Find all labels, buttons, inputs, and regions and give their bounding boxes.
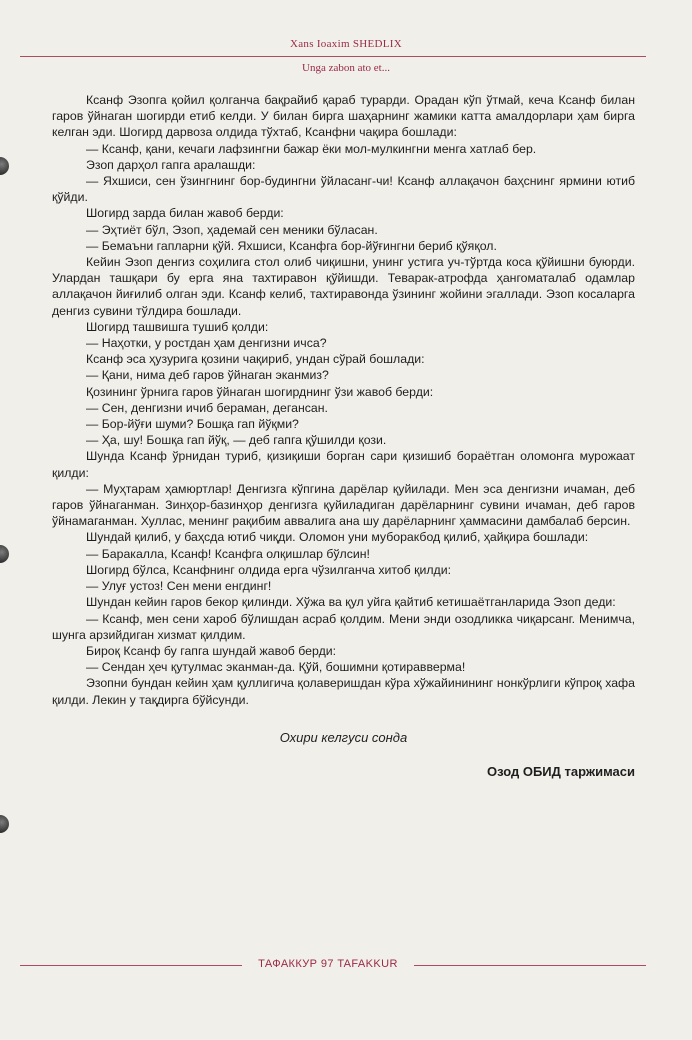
- paragraph: Қозининг ўрнига гаров ўйнаган шогирднинг ўзи жавоб берди:: [86, 384, 434, 399]
- header-subtitle: Unga zabon ato et...: [302, 62, 390, 74]
- translator-credit: Озод ОБИД таржимаси: [486, 763, 635, 779]
- paragraph: Кейин Эзоп денгиз соҳилига стол олиб чиқишни, унинг устига уч-тўртда коса қўйишни буюрди. Улардан ташқари бу ерга яна тахтиравон қўйишди. Теварак-атрофда ҳангоматалаб одамлар аллақачон йиғилиб олган эди. Ксанф келиб, тахтиравонда ўзининг жойини эгаллади. Эзоп косаларга денгиз сувини тўлдира бошлади.: [52, 255, 635, 318]
- paragraph: — Бемаъни гапларни қўй. Яхшиси, Ксанфга бор-йўғингни бериб қўяқол.: [86, 238, 497, 253]
- article-body: [52, 92, 635, 780]
- paragraph: Эзопни бундан кейин ҳам қуллигича қолаверишдан кўра хўжайинининг нонкўрлиги кўпроқ хафа қилди. Лекин у тақдирга бўйсунди.: [52, 676, 635, 707]
- paragraph: — Сендан ҳеч қутулмас эканман-да. Қўй, бошимни қотиравверма!: [86, 660, 466, 675]
- paragraph: Шундан кейин гаров бекор қилинди. Хўжа ва қул уйга қайтиб кетишаётганларида Эзоп деди:: [86, 595, 616, 610]
- paragraph: — Баракалла, Ксанф! Ксанфга олқишлар бўлсин!: [86, 546, 370, 561]
- paragraph: — Яхшиси, сен ўзингнинг бор-будингни ўйласанг-чи! Ксанф аллақачон баҳснинг ярмини ютиб қўйди.: [52, 174, 635, 205]
- paragraph: Шогирд зарда билан жавоб берди:: [86, 206, 284, 221]
- paragraph: — Улуғ устоз! Сен мени енгдинг!: [86, 579, 272, 594]
- paragraph: — Эҳтиёт бўл, Эзоп, ҳадемай сен меники бўласан.: [86, 222, 378, 237]
- header-divider: [20, 56, 646, 57]
- header-author: Xans Ioaxim SHEDLIX: [289, 38, 402, 50]
- paragraph: Шогирд ташвишга тушиб қолди:: [86, 319, 269, 334]
- footer-divider-right: [414, 965, 646, 966]
- paragraph: — Наҳотки, у ростдан ҳам денгизни ичса?: [86, 336, 327, 351]
- paragraph: — Бор-йўғи шуми? Бошқа гап йўқми?: [86, 417, 299, 432]
- to-be-continued-note: Охири келгуси сонда: [279, 729, 408, 745]
- paragraph: Шогирд бўлса, Ксанфнинг олдида ерга чўзилганча хитоб қилди:: [86, 562, 452, 577]
- paragraph: Шундай қилиб, у баҳсда ютиб чиқди. Оломон уни муборакбод қилиб, ҳайқира бошлади:: [86, 530, 589, 545]
- binder-hole-icon: [0, 157, 9, 175]
- paragraph: — Қани, нима деб гаров ўйнаган эканмиз?: [86, 368, 329, 383]
- paragraph: — Сен, денгизни ичиб бераман, дегансан.: [86, 400, 328, 415]
- paragraph: Эзоп дарҳол гапга аралашди:: [86, 157, 256, 172]
- paragraph: — Ксанф, мен сени хароб бўлишдан асраб қолдим. Мени энди озодликка чиқарсанг. Менимча, шунга арзийдиган хизмат қилдим.: [52, 611, 635, 642]
- paragraph: — Ксанф, қани, кечаги лафзингни бажар ёки мол-мулкингни менга хатлаб бер.: [86, 141, 537, 156]
- paragraph: — Ҳа, шу! Бошқа гап йўқ, — деб гапга қўшилди қози.: [86, 433, 387, 448]
- binder-hole-icon: [0, 545, 9, 563]
- paragraph: Ксанф Эзопга қойил қолганча бақрайиб қараб турарди. Орадан кўп ўтмай, кеча Ксанф билан гаров ўйнаган шогирди етиб келди. У билан бирга шаҳарнинг жамики катта амалдорлари ҳам бирга келган эди. Шогирд дарвоза олдида тўхтаб, Ксанфни чақира бошлади:: [52, 93, 635, 140]
- page-footer: [0, 956, 692, 976]
- paragraph: Шунда Ксанф ўрнидан туриб, қизиқиши борган сари қизишиб бораётган оломонга мурожаат қилди:: [52, 449, 635, 480]
- paragraph: Ксанф эса ҳузурига қозини чақириб, ундан сўрай бошлади:: [86, 352, 425, 367]
- binder-hole-icon: [0, 815, 9, 833]
- paragraph: Бироқ Ксанф бу гапга шундай жавоб берди:: [86, 643, 337, 658]
- footer-label: ТАФАККУР 97 TAFAKKUR: [258, 958, 398, 970]
- footer-divider-left: [20, 965, 242, 966]
- paragraph: — Муҳтарам ҳамюртлар! Денгизга кўпгина дарёлар қуйилади. Мен эса денгизни ичаман, деб гаров ўйнаганман. Зинҳор-базинҳор денгизга қуйиладиган дарёларнинг сувини ичаман, деб гаров ўйнамаганман. Хуллас, менинг рақибим аввалига ана шу дарёларнинг ҳаммасини дамбалаб берсин.: [52, 481, 635, 529]
